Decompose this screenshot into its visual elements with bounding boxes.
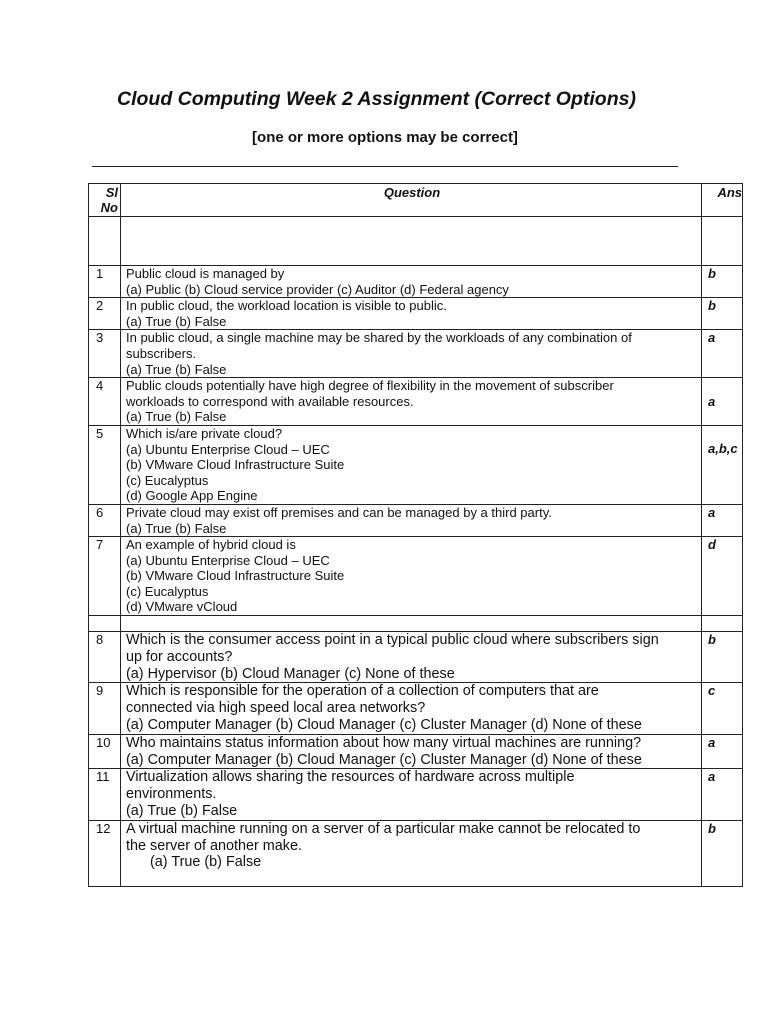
row-number: 11 [89, 769, 121, 820]
page-title: Cloud Computing Week 2 Assignment (Correct Options) [117, 88, 636, 110]
table-row [89, 266, 743, 298]
row-number: 3 [89, 330, 121, 378]
row-number: 4 [89, 378, 121, 426]
question-text: In public cloud, a single machine may be shared by the workloads of any combination of subscribers. (a) True (b) False [121, 330, 702, 378]
question-text: Public cloud is managed by (a) Public (b) Cloud service provider (c) Auditor (d) Federal agency [121, 266, 702, 298]
row-number: 9 [89, 683, 121, 734]
divider-line [92, 166, 678, 167]
page-subtitle: [one or more options may be correct] [252, 129, 518, 146]
row-number: 1 [89, 266, 121, 298]
question-text: Private cloud may exist off premises and can be managed by a third party. (a) True (b) False [121, 504, 702, 536]
row-number: 2 [89, 298, 121, 330]
table-row [89, 298, 743, 330]
answer-value: a [702, 378, 743, 426]
question-text: Which is responsible for the operation of a collection of computers that are connected via high speed local area networks? (a) Computer Manager (b) Cloud Manager (c) Cluster Manager (d) None of these [121, 683, 702, 734]
answer-value: b [702, 820, 743, 886]
table-row [89, 537, 743, 616]
row-number: 8 [89, 632, 121, 683]
table-row [89, 820, 743, 886]
question-text: A virtual machine running on a server of a particular make cannot be relocated to the server of another make. (a) True (b) False [121, 820, 702, 886]
table-spacer-row [89, 217, 743, 266]
answer-value: a [702, 734, 743, 769]
question-text: Public clouds potentially have high degree of flexibility in the movement of subscriber workloads to correspond with available resources. (a) True (b) False [121, 378, 702, 426]
answer-value: a,b,c [702, 425, 743, 504]
row-number: 10 [89, 734, 121, 769]
col-header-sl-no: Sl No [89, 184, 121, 217]
table-row [89, 683, 743, 734]
table-row [89, 769, 743, 820]
answer-value: c [702, 683, 743, 734]
answer-value: b [702, 298, 743, 330]
table-header-row [89, 184, 743, 217]
question-text: Who maintains status information about how many virtual machines are running? (a) Computer Manager (b) Cloud Manager (c) Cluster Manager (d) None of these [121, 734, 702, 769]
table-row [89, 425, 743, 504]
row-number: 12 [89, 820, 121, 886]
row-number: 7 [89, 537, 121, 616]
table-row [89, 734, 743, 769]
answer-value: b [702, 632, 743, 683]
question-text: Which is the consumer access point in a typical public cloud where subscribers sign up for accounts? (a) Hypervisor (b) Cloud Manager (c) None of these [121, 632, 702, 683]
answer-value: a [702, 769, 743, 820]
answer-table [88, 183, 743, 887]
table-spacer-row [89, 616, 743, 632]
question-text: In public cloud, the workload location is visible to public. (a) True (b) False [121, 298, 702, 330]
answer-value: a [702, 330, 743, 378]
table-row [89, 632, 743, 683]
table-row [89, 330, 743, 378]
answer-value: b [702, 266, 743, 298]
row-number: 6 [89, 504, 121, 536]
question-text: Which is/are private cloud? (a) Ubuntu Enterprise Cloud – UEC (b) VMware Cloud Infrastructure Suite (c) Eucalyptus (d) Google App Engine [121, 425, 702, 504]
question-text: Virtualization allows sharing the resources of hardware across multiple environments. (a) True (b) False [121, 769, 702, 820]
question-text: An example of hybrid cloud is (a) Ubuntu Enterprise Cloud – UEC (b) VMware Cloud Infrastructure Suite (c) Eucalyptus (d) VMware vCloud [121, 537, 702, 616]
col-header-answer: Ans [702, 184, 743, 217]
answer-value: d [702, 537, 743, 616]
row-number: 5 [89, 425, 121, 504]
answer-value: a [702, 504, 743, 536]
table-row [89, 504, 743, 536]
table-row [89, 378, 743, 426]
col-header-question: Question [121, 184, 702, 217]
